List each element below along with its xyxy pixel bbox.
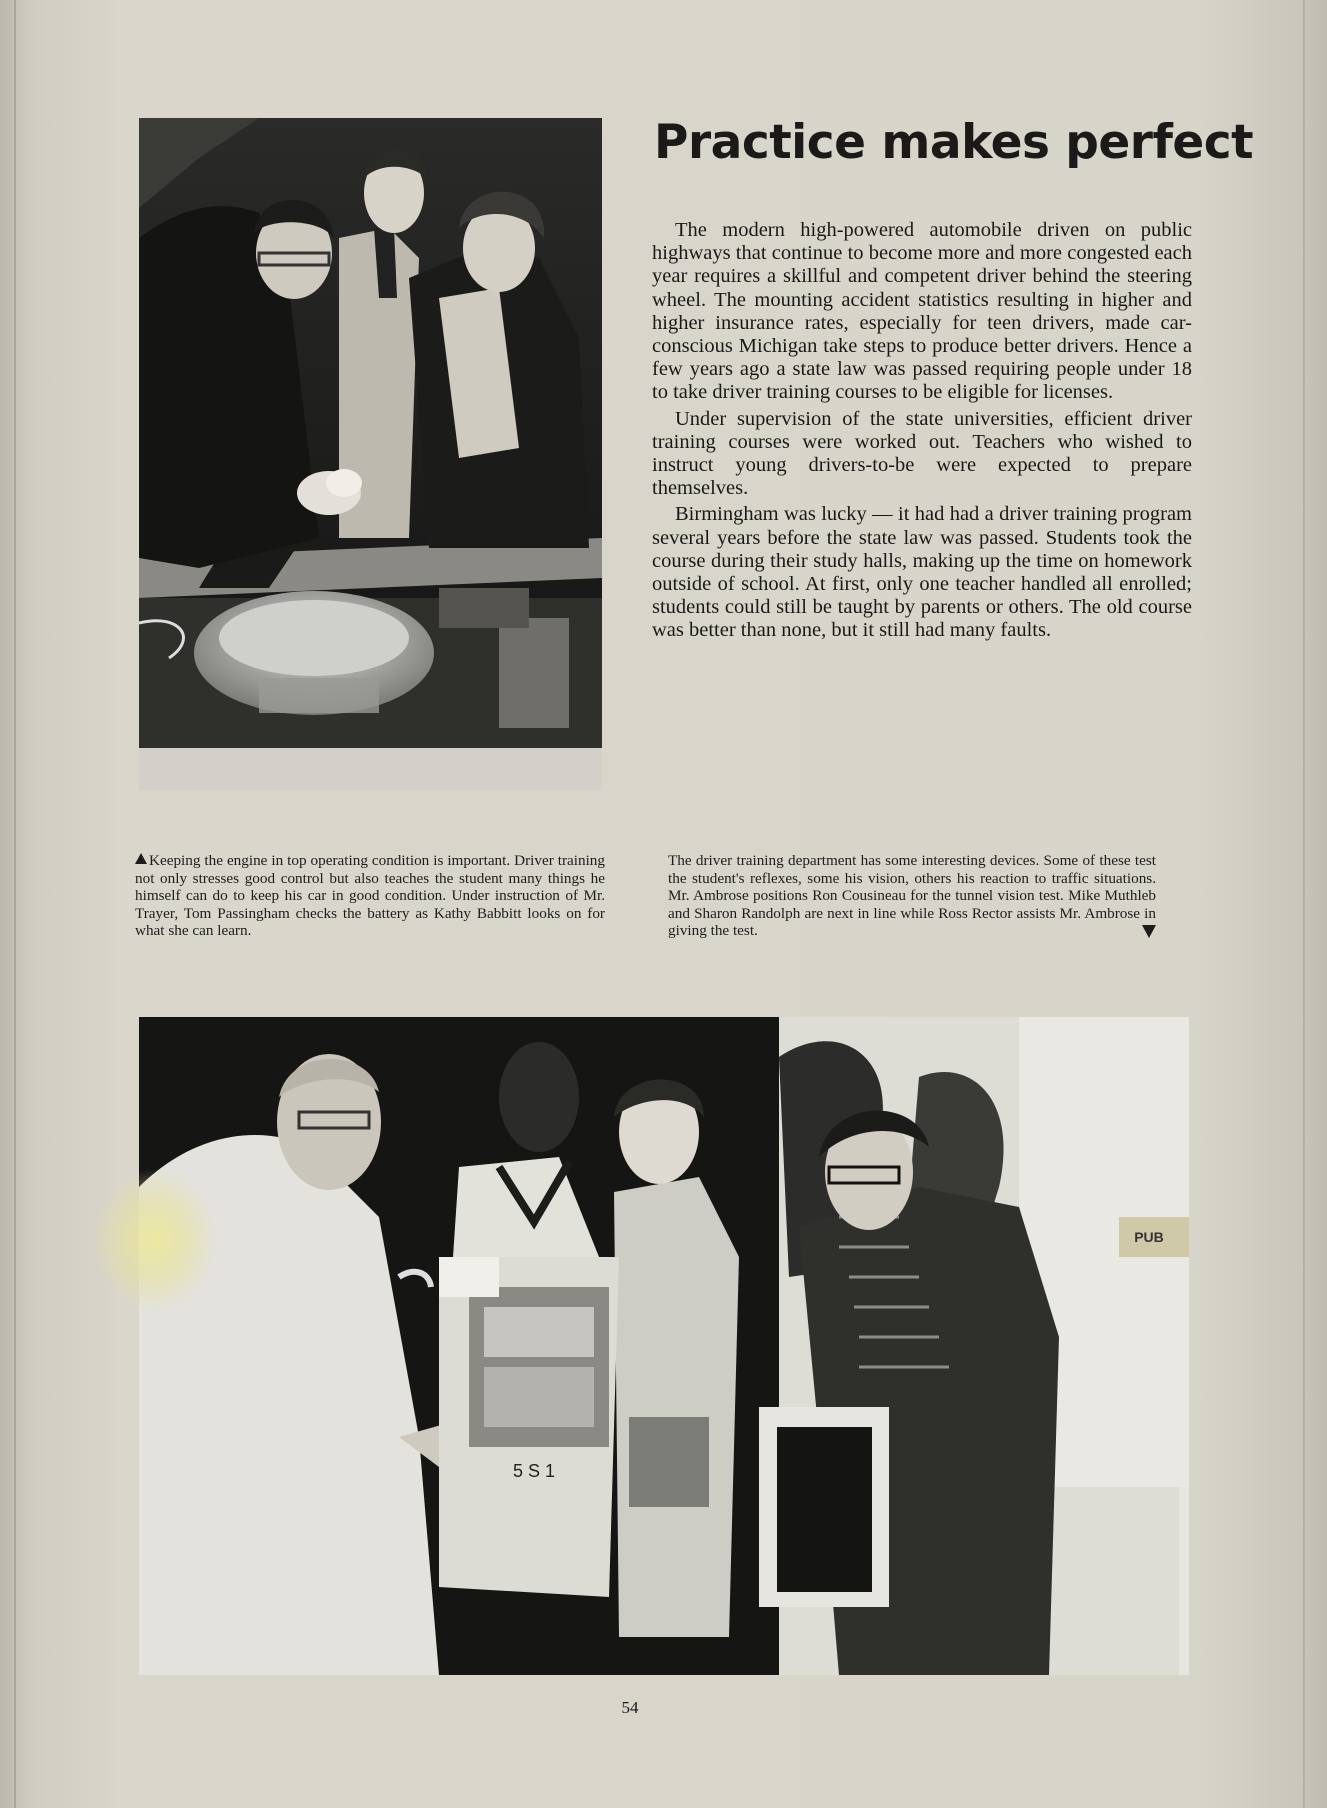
- page-number: 54: [621, 1698, 639, 1717]
- article-body: [652, 219, 1192, 646]
- engine-photo-caption: [135, 852, 605, 940]
- engine-caption-text: Keeping the engine in top operating condition is important. Driver training not only stresses good control but also teaches the student many things he himself can do to keep his car in good condition. Under instruction of Mr. Trayer, Tom Passingham checks the battery as Kathy Babbitt looks on for what she can learn.: [135, 852, 605, 940]
- vision-caption-text: The driver training department has some interesting devices. Some of these test the student's reflexes, some his vision, others his reaction to traffic situations. Mr. Ambrose positions Ron Cousineau for the tunnel vision test. Mike Muthleb and Sharon Randolph are next in line while Ross Rector assists Mr. Ambrose in giving the test.: [668, 852, 1156, 940]
- device-label-text: 5 S 1: [512, 1461, 556, 1481]
- triangle-up-icon: [135, 853, 147, 864]
- engine-photo: [139, 118, 602, 790]
- engine-photo-drawing: [139, 118, 602, 790]
- vision-test-caption: [668, 852, 1156, 940]
- binding-edge: [14, 0, 16, 1808]
- page-edge: [1303, 0, 1305, 1808]
- vision-test-photo-drawing: [139, 1017, 1189, 1675]
- light-flare: [95, 1170, 215, 1310]
- triangle-down-icon: [1142, 925, 1156, 938]
- article-paragraph: Birmingham was lucky — it had had a driver training program several years before the state law was passed. Students took the course during their study halls, making up the time on homework outside of school. At first, only one teacher handled all enrolled; students could still be taught by parents or others. The old course was better than none, but it still had many faults.: [652, 503, 1192, 642]
- article-paragraph: The modern high-powered automobile driven on public highways that continue to become more and more congested each year requires a skillful and competent driver behind the steering wheel. The mounting accident statistics resulting in higher and higher insurance rates, especially for teen drivers, made car-conscious Michigan take steps to produce better drivers. Hence a few years ago a state law was passed requiring people under 18 to take driver training courses to be eligible for licenses.: [652, 219, 1192, 404]
- vision-test-photo: [139, 1017, 1189, 1675]
- wall-sign-text: PUB: [1134, 1229, 1164, 1245]
- article-paragraph: Under supervision of the state universities, efficient driver training courses were worked out. Teachers who wished to instruct young drivers-to-be were expected to prepare themselves.: [652, 407, 1192, 500]
- page-title: Practice makes perfect: [654, 115, 1254, 170]
